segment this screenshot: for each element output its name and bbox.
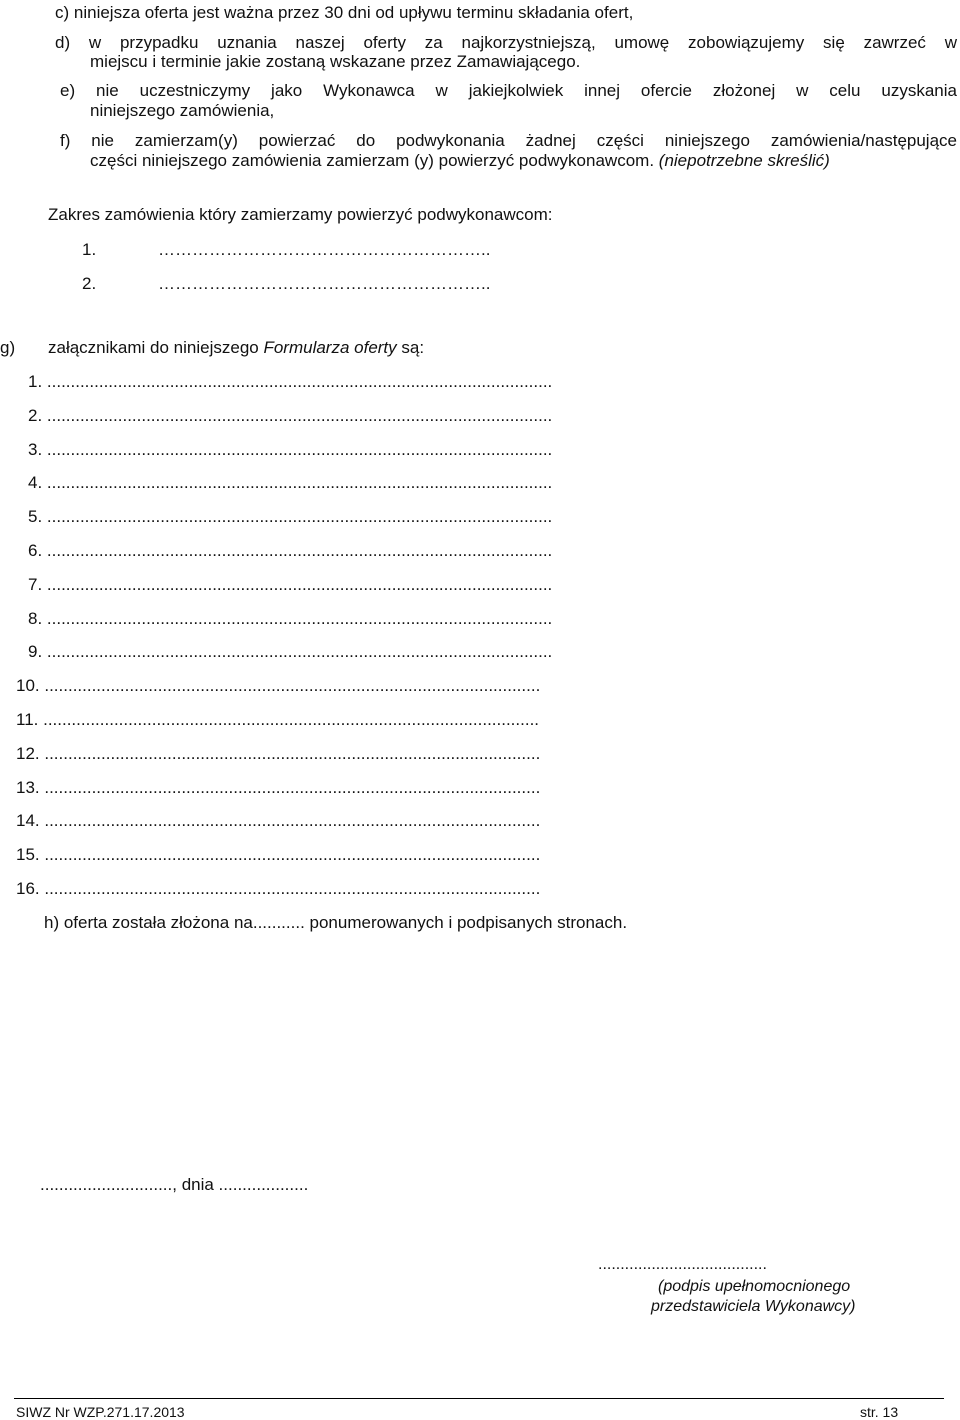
subcontract-fill: ………………………………………………….. — [158, 240, 491, 259]
signature-caption-1: (podpis upełnomocnionego — [658, 1278, 851, 1295]
item-g-text — [48, 338, 424, 358]
subcontract-num: 1. — [82, 240, 97, 259]
attachment-line: 5. ........................................................................................................... — [28, 507, 553, 526]
attachment-line: 3. ........................................................................................................... — [28, 440, 553, 459]
item-g-label: g) — [0, 338, 16, 357]
item-e-line-2: niniejszego zamówienia, — [90, 101, 275, 120]
attachment-line: 7. ........................................................................................................... — [28, 575, 553, 594]
attachment-line: 13. ......................................................................................................... — [16, 778, 541, 797]
attachment-line: 2. ........................................................................................................... — [28, 406, 553, 425]
attachment-line: 15. ......................................................................................................... — [16, 845, 541, 864]
subcontract-num: 2. — [82, 274, 97, 293]
subcontract-line — [82, 240, 491, 260]
subcontract-line — [82, 274, 491, 294]
item-c: c) niniejsza oferta jest ważna przez 30 dni od upływu terminu składania ofert, — [55, 3, 634, 22]
signature-caption-2: przedstawiciela Wykonawcy) — [651, 1298, 856, 1315]
footer-document-id: SIWZ Nr WZP.271.17.2013 — [16, 1404, 185, 1420]
attachment-line: 1. ........................................................................................................... — [28, 372, 553, 391]
attachment-line: 12. ......................................................................................................... — [16, 744, 541, 763]
item-f-note: (niepotrzebne skreślić) — [658, 151, 830, 170]
item-e-line-1: e) nie uczestniczymy jako Wykonawca w jakiejkolwiek innej ofercie złożonej w celu uzyskania — [60, 81, 957, 100]
subcontract-heading: Zakres zamówienia który zamierzamy powierzyć podwykonawcom: — [48, 205, 553, 224]
item-f-line-2 — [90, 151, 830, 171]
item-d-line-2: miejscu i terminie jakie zostaną wskazane przez Zamawiającego. — [90, 52, 581, 71]
item-g-text-pre: załącznikami do niniejszego — [48, 338, 264, 357]
attachment-line: 10. ......................................................................................................... — [16, 676, 541, 695]
attachment-line: 16. ......................................................................................................... — [16, 879, 541, 898]
item-f-line-1: f) nie zamierzam(y) powierzać do podwykonania żadnej części niniejszego zamówienia/następujące — [60, 131, 957, 150]
attachment-line: 4. ........................................................................................................... — [28, 473, 553, 492]
subcontract-fill: ………………………………………………….. — [158, 274, 491, 293]
item-g-text-italic: Formularza oferty — [263, 338, 397, 357]
signature-dots: ...................................... — [598, 1256, 767, 1273]
attachment-line: 14. ......................................................................................................... — [16, 811, 541, 830]
attachment-line: 9. ........................................................................................................... — [28, 642, 553, 661]
footer-page-number: str. 13 — [860, 1404, 899, 1420]
attachment-line: 11. ......................................................................................................... — [16, 710, 540, 729]
attachment-line: 6. ........................................................................................................... — [28, 541, 553, 560]
item-f-text: części niniejszego zamówienia zamierzam (y) powierzyć podwykonawcom. — [90, 151, 655, 170]
attachment-line: 8. ........................................................................................................... — [28, 609, 553, 628]
item-g-text-post: są: — [396, 338, 425, 357]
place-date-line: ............................, dnia ................... — [40, 1175, 309, 1194]
footer-divider — [14, 1398, 944, 1399]
item-h: h) oferta została złożona na........... ponumerowanych i podpisanych stronach. — [44, 913, 628, 932]
item-d-line-1: d) w przypadku uznania naszej oferty za najkorzystniejszą, umowę zobowiązujemy się zawrzeć w — [55, 33, 957, 52]
